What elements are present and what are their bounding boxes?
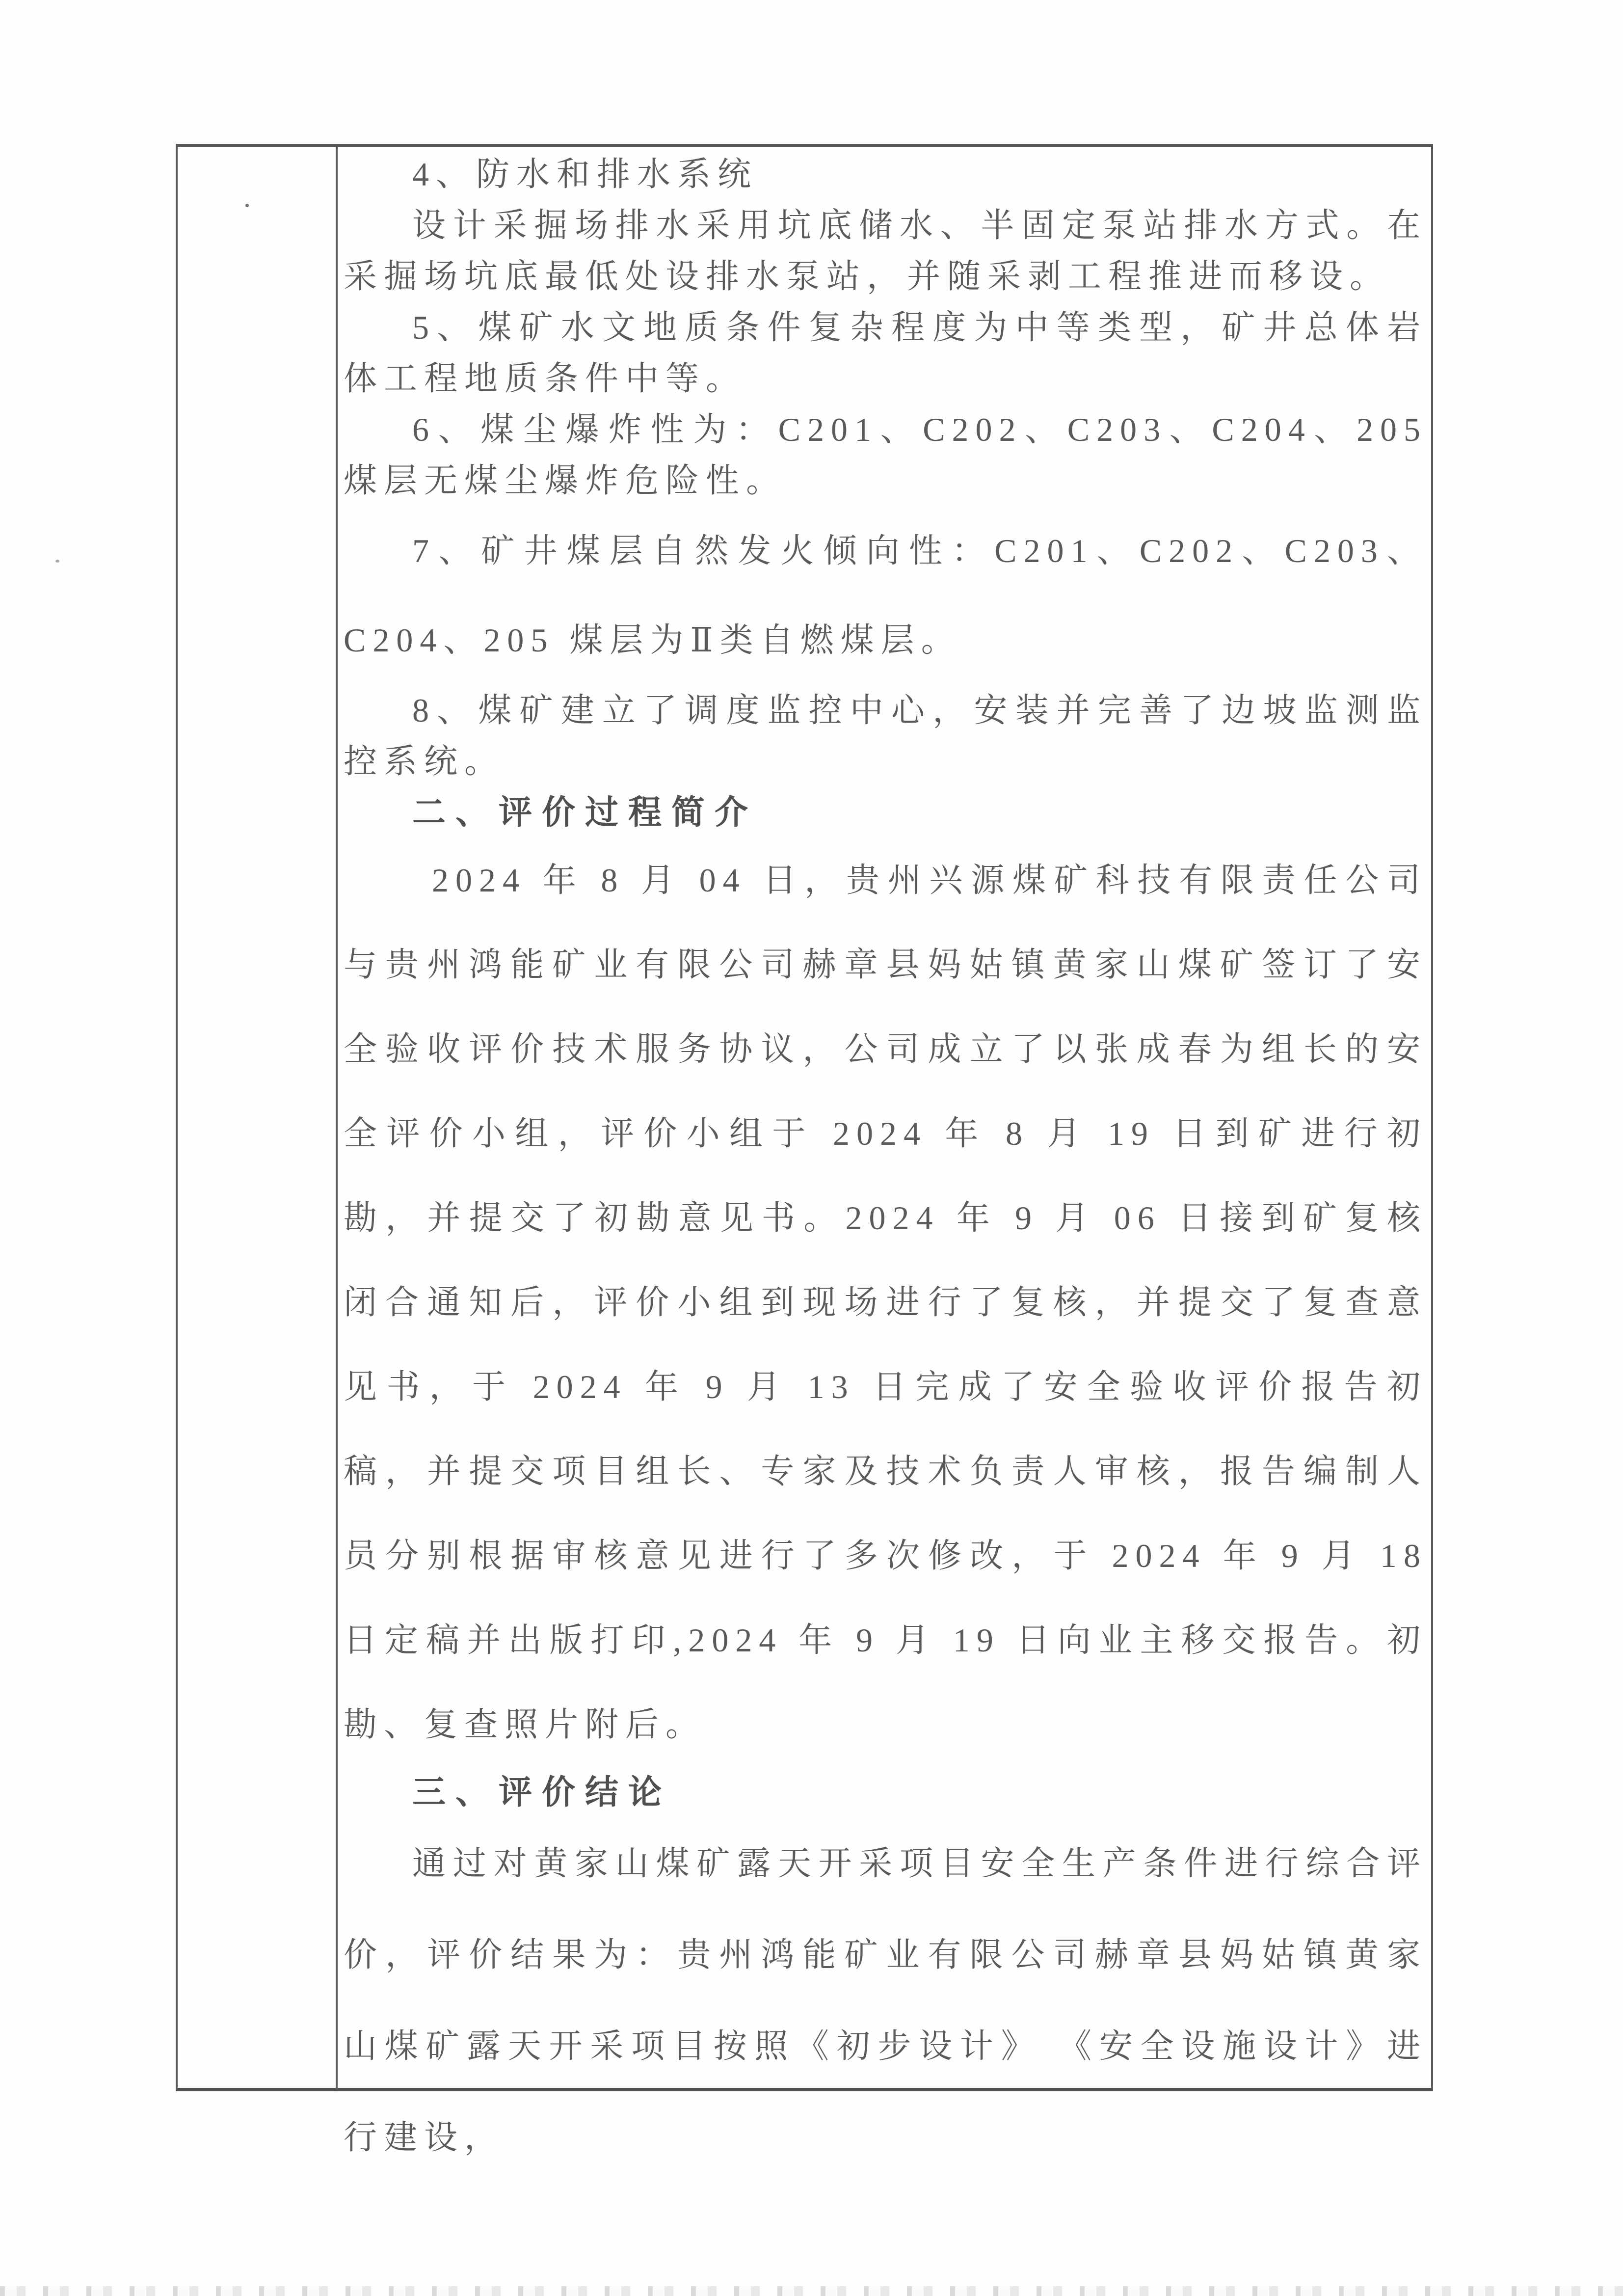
paragraph-item5: 5、煤矿水文地质条件复杂程度为中等类型，矿井总体岩体工程地质条件中等。 [344,309,1427,397]
paragraph-item4-title: 4、防水和排水系统 [412,156,758,193]
paragraph-item4-body: 设计采掘场排水采用坑底储水、半固定泵站排水方式。在采掘场坑底最低处设排水泵站，并随采剥工程推进而移设。 [344,207,1427,295]
scan-noise-strip [0,2286,1623,2296]
paragraph-item7: 7、矿井煤层自然发火倾向性：C201、C202、C203、C204、205 煤层为Ⅱ类自燃煤层。 [344,532,1427,659]
scan-speck-dot [245,204,249,207]
table-left-column-empty [178,147,336,2088]
section-3-body-paragraph: 通过对黄家山煤矿露天开采项目安全生产条件进行综合评价，评价结果为：贵州鸿能矿业有限公司赫章县妈姑镇黄家山煤矿露天开采项目按照《初步设计》 《安全设施设计》进行建设， [344,1845,1427,2156]
paragraph-item8: 8、煤矿建立了调度监控中心，安装并完善了边坡监测监控系统。 [344,692,1427,780]
scan-speck-dot [55,560,59,563]
table-column-divider [336,145,338,2090]
section-2-heading: 二、评价过程简介 [412,794,758,831]
section-3-heading: 三、评价结论 [412,1774,672,1811]
section-2-body-paragraph: 2024 年 8 月 04 日，贵州兴源煤矿科技有限责任公司与贵州鸿能矿业有限公司赫章县妈姑镇黄家山煤矿签订了安全验收评价技术服务协议，公司成立了以张成春为组长的安全评价小组，评价小组于 2024 年 8 月 19 日到矿进行初勘，并提交了初勘意见书。2024 年 9 月 06 日接到矿复核闭合通知后，评价小组到现场进行了复核，并提交了复查意见书，于 2024 年 9 月 13 日完成了安全验收评价报告初稿，并提交项目组长、专家及技术负责人审核，报告编制人员分别根据审核意见进行了多次修改，于 2024 年 9 月 18 日定稿并出版打印,2024 年 9 月 19 日向业主移交报告。初勘、复查照片附后。 [344,862,1427,1743]
table-content-column [344,149,1427,2183]
paragraph-item6: 6、煤尘爆炸性为：C201、C202、C203、C204、205 煤层无煤尘爆炸危险性。 [344,411,1427,499]
